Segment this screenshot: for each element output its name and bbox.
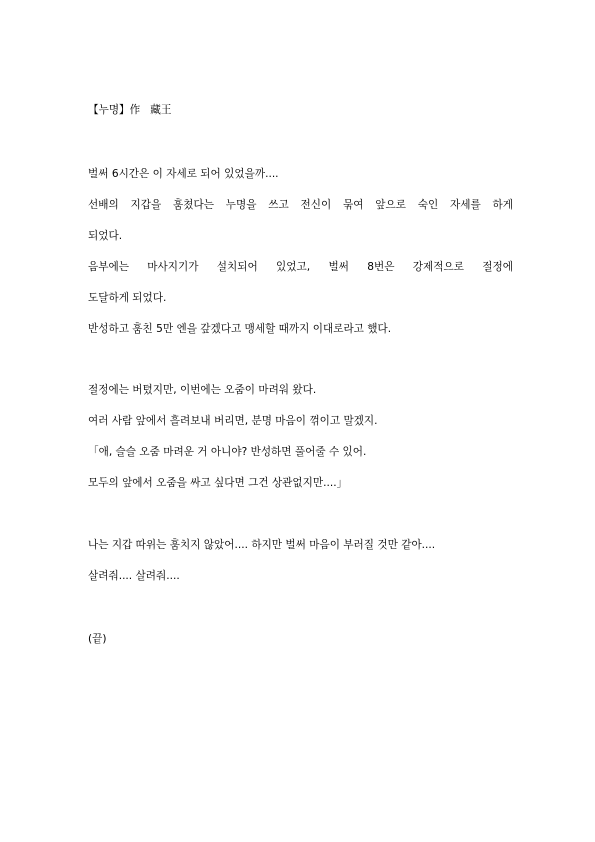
paragraph-line: 선배의 지갑을 훔쳤다는 누명을 쓰고 전신이 묶여 앞으로 숙인 자세를 하게 (88, 199, 513, 211)
paragraph-line: 여러 사람 앞에서 흘려보내 버리면, 분명 마음이 꺾이고 말겠지. (88, 415, 378, 427)
title-author: 藏王 (150, 104, 172, 116)
end-mark: (끝) (88, 633, 107, 645)
paragraph-line: 나는 지갑 따위는 훔치지 않았어.... 하지만 벌써 마음이 부러질 것만 같아.... (88, 539, 436, 551)
paragraph-line: 살려줘.... 살려줘.... (88, 570, 180, 582)
title-main: 【누명】作 (88, 104, 141, 116)
paragraph-line: 모두의 앞에서 오줌을 싸고 싶다면 그건 상관없지만....」 (88, 477, 348, 489)
paragraph-line: 도달하게 되었다. (88, 292, 167, 304)
paragraph-line: 반성하고 훔친 5만 엔을 갚겠다고 맹세할 때까지 이대로라고 했다. (88, 323, 392, 335)
paragraph-line: 벌써 6시간은 이 자세로 되어 있었을까.... (88, 168, 279, 180)
document-title (88, 103, 513, 117)
paragraph-line: 음부에는 마사지기가 설치되어 있었고, 벌써 8번은 강제적으로 절정에 (88, 261, 513, 273)
paragraph-line: 「애, 슬슬 오줌 마려운 거 아니야? 반성하면 풀어줄 수 있어. (88, 446, 367, 458)
document-page (88, 0, 513, 842)
paragraph-line: 되었다. (88, 230, 123, 242)
paragraph-line: 절정에는 버텼지만, 이번에는 오줌이 마려워 왔다. (88, 384, 317, 396)
